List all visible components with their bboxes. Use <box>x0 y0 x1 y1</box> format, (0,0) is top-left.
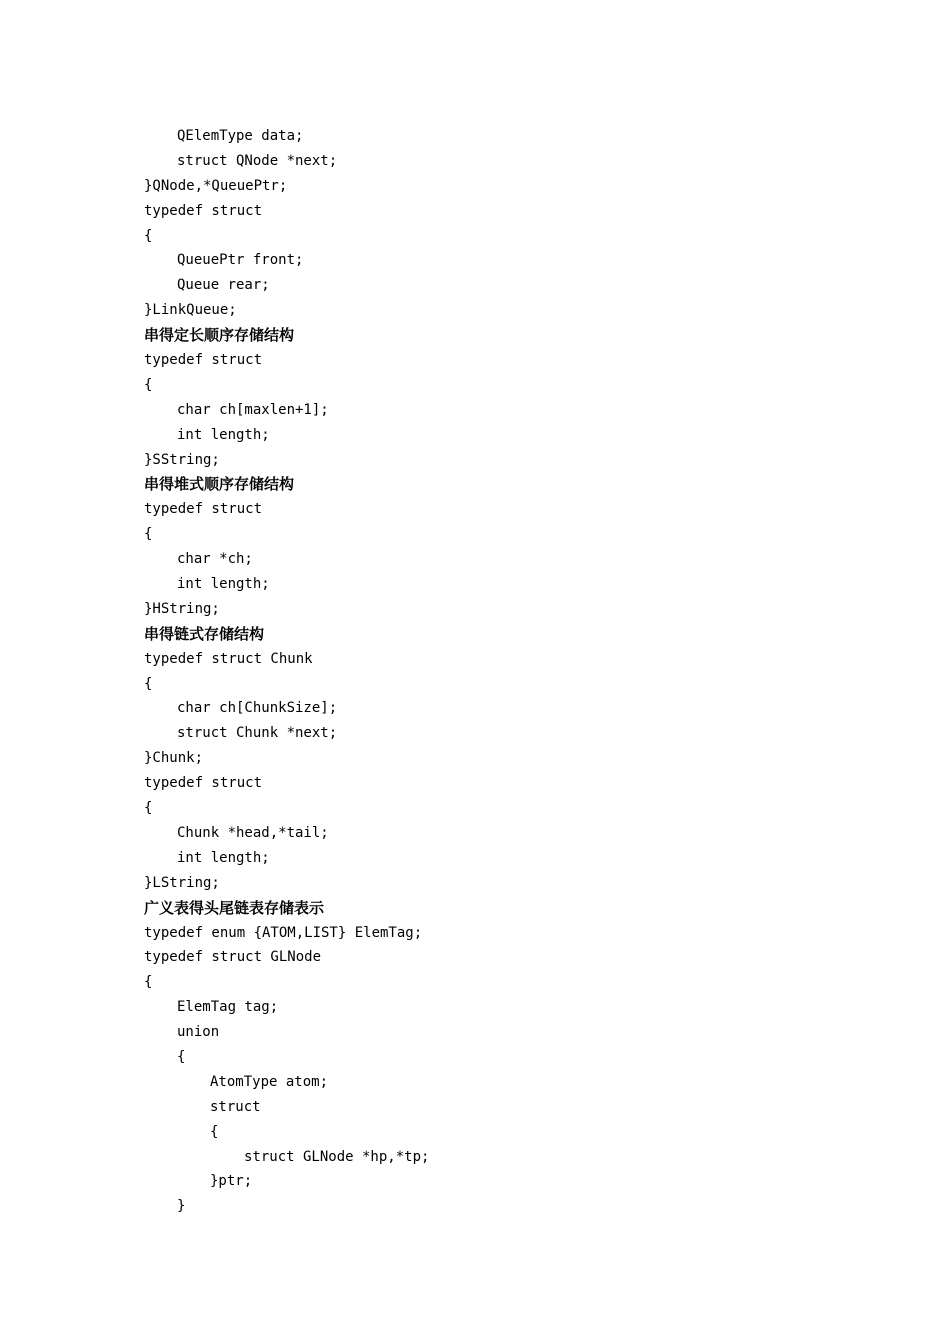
code-line: Queue rear; <box>177 277 270 294</box>
code-line: { <box>177 1048 186 1065</box>
code-line: ElemTag tag; <box>177 999 279 1016</box>
code-line: typedef struct <box>144 775 263 792</box>
code-line: QueuePtr front; <box>177 252 304 269</box>
code-line: { <box>144 227 153 244</box>
code-line: }LinkQueue; <box>144 302 237 319</box>
code-line: char *ch; <box>177 551 253 568</box>
code-line: QElemType data; <box>177 128 304 144</box>
code-line: { <box>144 800 153 817</box>
code-line: } <box>177 1198 186 1215</box>
code-line: }QNode,*QueuePtr; <box>144 177 288 194</box>
code-line: struct QNode *next; <box>177 152 338 169</box>
section-heading: 串得堆式顺序存储结构 <box>144 475 295 494</box>
code-line: int length; <box>177 849 270 866</box>
code-line: typedef struct GLNode <box>144 949 322 966</box>
code-line: { <box>144 974 153 991</box>
code-line: Chunk *head,*tail; <box>177 824 329 841</box>
section-heading: 串得定长顺序存储结构 <box>144 326 295 345</box>
code-line: { <box>144 526 153 543</box>
code-line: union <box>177 1024 220 1041</box>
code-line: AtomType atom; <box>210 1073 329 1090</box>
code-line: int length; <box>177 426 270 443</box>
code-line: }HString; <box>144 600 220 617</box>
section-heading: 广义表得头尾链表存储表示 <box>144 898 325 917</box>
code-line: }Chunk; <box>144 750 204 767</box>
section-heading: 串得链式存储结构 <box>144 624 265 643</box>
code-line: char ch[ChunkSize]; <box>177 700 338 717</box>
code-listing <box>144 124 904 1219</box>
code-line: { <box>210 1123 219 1140</box>
code-line: typedef struct <box>144 501 263 518</box>
code-line: struct Chunk *next; <box>177 725 338 742</box>
code-line: int length; <box>177 576 270 593</box>
code-line: }ptr; <box>210 1173 253 1190</box>
code-line: { <box>144 675 153 692</box>
code-line: { <box>144 376 153 393</box>
code-line: }LString; <box>144 874 220 891</box>
code-line: }SString; <box>144 451 220 468</box>
code-line: struct <box>210 1098 261 1115</box>
code-line: typedef struct <box>144 202 263 219</box>
code-line: char ch[maxlen+1]; <box>177 401 329 418</box>
code-line: typedef struct Chunk <box>144 650 313 667</box>
code-line: struct GLNode *hp,*tp; <box>244 1148 430 1165</box>
code-line: typedef enum {ATOM,LIST} ElemTag; <box>144 924 423 941</box>
code-line: typedef struct <box>144 352 263 369</box>
